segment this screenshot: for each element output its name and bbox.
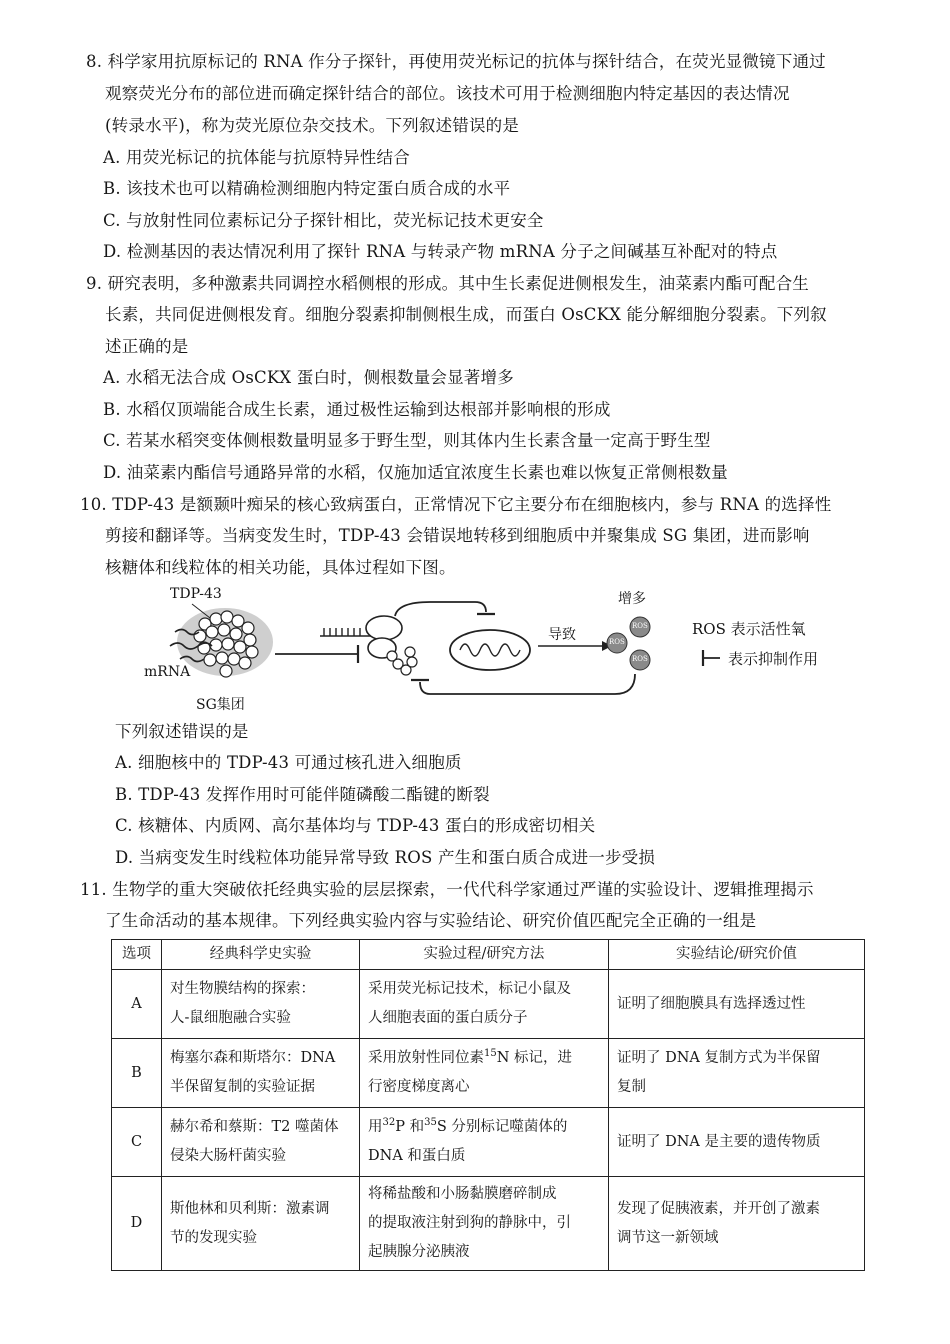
row-d-conclusion-line-1: 发现了促胰液素，并开创了激素 — [617, 1200, 820, 1217]
row-d-exp-line-2: 节的发现实验 — [170, 1229, 257, 1246]
q11-stem-line-2: 了生命活动的基本规律。下列经典实验内容与实验结论、研究价值匹配完全正确的一组是 — [105, 911, 757, 930]
row-a-method — [360, 970, 609, 1039]
q11-table — [111, 939, 865, 1271]
row-c-conclusion — [609, 1108, 865, 1177]
row-c-method — [360, 1108, 609, 1177]
q9-option-b: B. 水稻仅顶端能合成生长素，通过极性运输到达根部并影响根的形成 — [103, 400, 611, 419]
row-a-exp-line-1: 对生物膜结构的探索： — [170, 981, 315, 997]
mrna-label: mRNA — [144, 664, 191, 680]
row-d-method-line-3: 起胰腺分泌胰液 — [368, 1244, 470, 1260]
row-a-exp-line-2: 人-鼠细胞融合实验 — [170, 1010, 291, 1026]
table-header-method: 实验过程/研究方法 — [360, 940, 609, 970]
row-b-method-post: N 标记，进 — [496, 1050, 573, 1066]
row-c-method-c: S 分别标记噬菌体的 — [436, 1119, 568, 1135]
inhibit-line-ros-to-ribosome — [420, 674, 635, 694]
row-d-conclusion-line-2: 调节这一新领域 — [617, 1229, 719, 1246]
ros-label-1: ROS — [609, 638, 625, 646]
peptide-chain — [387, 647, 417, 675]
q9-option-d: D. 油菜素内酯信号通路异常的水稻，仅施加适宜浓度生长素也难以恢复正常侧根数量 — [103, 463, 728, 482]
row-d-method — [360, 1177, 609, 1271]
q10-stem-line-2: 剪接和翻译等。当病变发生时，TDP-43 会错误地转移到细胞质中并聚集成 SG 集团，进而影响 — [105, 526, 810, 545]
q10-stem-line-3: 核糖体和线粒体的相关功能，具体过程如下图。 — [105, 558, 456, 577]
row-c-method-sup-2: 35 — [424, 1117, 437, 1129]
q10-prompt: 下列叙述错误的是 — [115, 722, 249, 741]
q11-stem-line-1: 11. 生物学的重大突破依托经典实验的层层探索，一代代科学家通过严谨的实验设计、逻辑推理揭示 — [80, 880, 814, 899]
row-b-method-pre: 采用放射性同位素 — [368, 1050, 484, 1066]
inhibit-line-ribosome-to-mito — [395, 602, 486, 616]
leads-to-label: 导致 — [548, 627, 576, 643]
table-header-row — [112, 940, 865, 970]
row-a-method-line-1: 采用荧光标记技术，标记小鼠及 — [368, 981, 571, 997]
row-b-option: B — [112, 1039, 162, 1108]
row-c-exp-line-2: 侵染大肠杆菌实验 — [170, 1148, 286, 1164]
legend-inhibit-text: 表示抑制作用 — [728, 650, 819, 668]
row-a-option: A — [112, 970, 162, 1039]
q9-stem-line-3: 述正确的是 — [105, 337, 189, 356]
row-c-exp-line-1: 赫尔希和蔡斯：T2 噬菌体 — [170, 1119, 339, 1135]
ros-label-2: ROS — [632, 622, 648, 630]
row-c-conclusion-line-1: 证明了 DNA 是主要的遗传物质 — [617, 1133, 821, 1150]
q8-option-d: D. 检测基因的表达情况利用了探针 RNA 与转录产物 mRNA 分子之间碱基互补配对的特点 — [103, 242, 778, 261]
q10-option-a: A. 细胞核中的 TDP-43 可通过核孔进入细胞质 — [115, 753, 462, 772]
q10-option-c: C. 核糖体、内质网、高尔基体均与 TDP-43 蛋白的形成密切相关 — [115, 816, 596, 835]
row-a-experiment — [162, 970, 360, 1039]
q10-option-b: B. TDP-43 发挥作用时可能伴随磷酸二酯键的断裂 — [115, 785, 490, 804]
row-a-conclusion-line-1: 证明了细胞膜具有选择透过性 — [617, 995, 806, 1012]
row-d-conclusion — [609, 1177, 865, 1271]
row-c-experiment — [162, 1108, 360, 1177]
row-d-method-line-1: 将稀盐酸和小肠黏膜磨碎制成 — [368, 1186, 557, 1202]
q10-option-d: D. 当病变发生时线粒体功能异常导致 ROS 产生和蛋白质合成进一步受损 — [115, 848, 656, 867]
increase-label: 增多 — [618, 591, 646, 607]
row-a-conclusion — [609, 970, 865, 1039]
row-b-method-sup: 15 — [484, 1048, 497, 1060]
table-header-option: 选项 — [112, 940, 162, 970]
table-header-experiment: 经典科学史实验 — [162, 940, 360, 970]
table-row — [112, 1108, 865, 1177]
ribosome-large-subunit — [366, 616, 402, 640]
q8-stem-line-2: 观察荧光分布的部位进而确定探针结合的部位。该技术可用于检测细胞内特定基因的表达情况 — [105, 84, 790, 103]
q8-stem-line-1: 8. 科学家用抗原标记的 RNA 作分子探针，再使用荧光标记的抗体与探针结合，在荧光显微镜下通过 — [86, 52, 826, 71]
row-d-method-line-2: 的提取液注射到狗的静脉中，引 — [368, 1215, 571, 1231]
row-b-exp-line-2: 半保留复制的实验证据 — [170, 1079, 315, 1095]
row-b-method — [360, 1039, 609, 1108]
table-row — [112, 1039, 865, 1108]
row-c-option: C — [112, 1108, 162, 1177]
table-row — [112, 1177, 865, 1271]
tdp43-label: TDP-43 — [170, 586, 222, 602]
q8-stem-line-3: (转录水平)，称为荧光原位杂交技术。下列叙述错误的是 — [105, 116, 520, 135]
q9-option-a: A. 水稻无法合成 OsCKX 蛋白时，侧根数量会显著增多 — [103, 368, 514, 387]
row-b-method-line-2: 行密度梯度离心 — [368, 1079, 470, 1095]
row-b-method-line-1 — [368, 1044, 600, 1073]
row-d-option: D — [112, 1177, 162, 1271]
table-header-conclusion: 实验结论/研究价值 — [609, 940, 865, 970]
row-c-method-b: P 和 — [395, 1119, 425, 1135]
row-c-method-sup-1: 32 — [382, 1117, 396, 1129]
mrna-comb-teeth — [324, 628, 360, 636]
q9-stem-line-1: 9. 研究表明，多种激素共同调控水稻侧根的形成。其中生长素促进侧根发生，油菜素内酯可配合生 — [86, 274, 809, 293]
row-b-conclusion-line-2: 复制 — [617, 1079, 646, 1095]
row-b-conclusion — [609, 1039, 865, 1108]
q8-option-b: B. 该技术也可以精确检测细胞内特定蛋白质合成的水平 — [103, 179, 511, 198]
ros-label-3: ROS — [632, 655, 648, 663]
sg-cluster-label: SG集团 — [196, 697, 245, 713]
row-b-experiment — [162, 1039, 360, 1108]
legend-ros-text: ROS 表示活性氧 — [692, 620, 806, 638]
row-b-exp-line-1: 梅塞尔森和斯塔尔：DNA — [170, 1050, 336, 1066]
q10-stem-line-1: 10. TDP-43 是额颞叶痴呆的核心致病蛋白，正常情况下它主要分布在细胞核内，参与 RNA 的选择性 — [80, 495, 832, 514]
row-b-conclusion-line-1: 证明了 DNA 复制方式为半保留 — [617, 1050, 821, 1066]
row-c-method-line-2: DNA 和蛋白质 — [368, 1148, 466, 1164]
tdp43-pathway-diagram — [130, 584, 850, 734]
row-d-experiment — [162, 1177, 360, 1271]
q9-stem-line-2: 长素，共同促进侧根发育。细胞分裂素抑制侧根生成，而蛋白 OsCKX 能分解细胞分裂素。下列叙 — [105, 305, 827, 324]
table-row — [112, 970, 865, 1039]
row-c-method-line-1 — [368, 1113, 600, 1142]
row-c-method-a: 用 — [368, 1119, 383, 1135]
q8-option-a: A. 用荧光标记的抗体能与抗原特异性结合 — [103, 148, 410, 167]
row-a-method-line-2: 人细胞表面的蛋白质分子 — [368, 1010, 528, 1026]
row-d-exp-line-1: 斯他林和贝利斯：激素调 — [170, 1200, 330, 1217]
q8-option-c: C. 与放射性同位素标记分子探针相比，荧光标记技术更安全 — [103, 211, 544, 230]
q9-option-c: C. 若某水稻突变体侧根数量明显多于野生型，则其体内生长素含量一定高于野生型 — [103, 431, 711, 450]
